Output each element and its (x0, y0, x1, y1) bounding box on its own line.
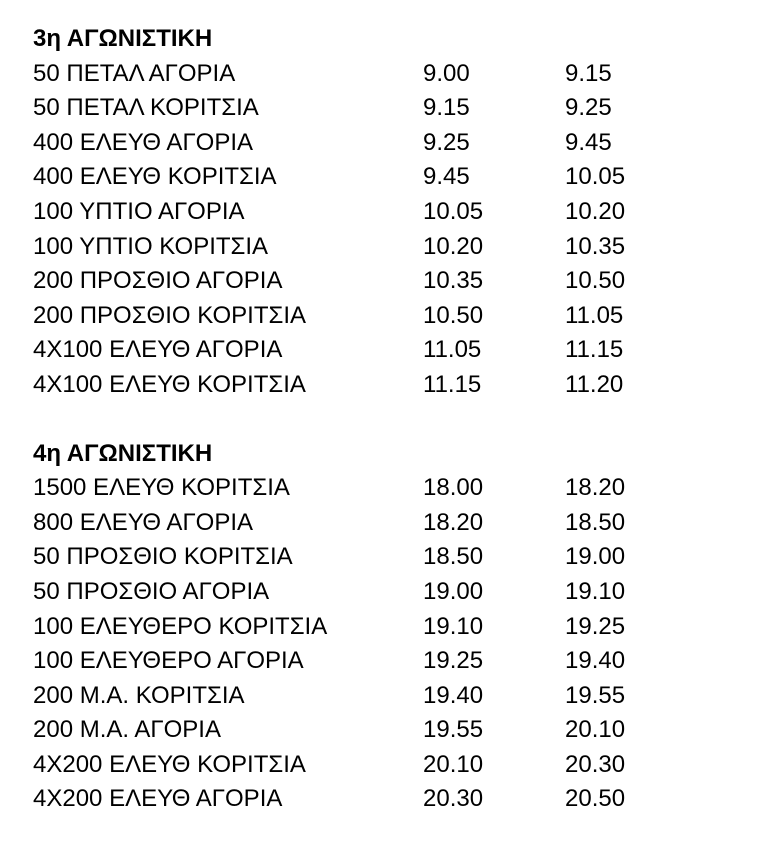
schedule-row (33, 471, 753, 506)
end-time: 11.05 (565, 301, 624, 329)
schedule-row (33, 91, 753, 126)
start-time: 11.15 (423, 370, 482, 398)
schedule-row (33, 575, 753, 610)
schedule-row (33, 748, 753, 783)
start-time: 20.10 (423, 750, 484, 778)
start-time: 19.00 (423, 577, 484, 605)
start-time: 10.05 (423, 197, 484, 225)
start-time: 11.05 (423, 336, 482, 364)
end-time: 19.40 (565, 647, 626, 675)
start-time: 9.25 (423, 128, 470, 156)
start-time: 20.30 (423, 785, 484, 813)
start-time: 9.45 (423, 163, 470, 191)
start-time: 19.10 (423, 612, 484, 640)
event-name: 50 ΠΡΟΣΘΙΟ ΑΓΟΡΙΑ (33, 577, 270, 605)
event-name: 4Χ100 ΕΛΕΥΘ ΚΟΡΙΤΣΙΑ (33, 370, 306, 398)
schedule-row (33, 195, 753, 230)
event-name: 100 ΥΠΤΙΟ ΑΓΟΡΙΑ (33, 197, 245, 225)
start-time: 9.15 (423, 94, 470, 122)
event-name: 200 Μ.Α. ΑΓΟΡΙΑ (33, 716, 221, 744)
schedule-row (33, 230, 753, 265)
schedule-row (33, 679, 753, 714)
schedule-row (33, 126, 753, 161)
end-time: 11.15 (565, 336, 624, 364)
event-name: 1500 ΕΛΕΥΘ ΚΟΡΙΤΣΙΑ (33, 474, 290, 502)
end-time: 19.55 (565, 681, 626, 709)
section-title: 3η ΑΓΩΝΙΣΤΙΚΗ (33, 25, 213, 52)
end-time: 9.25 (565, 94, 612, 122)
event-name: 200 Μ.Α. ΚΟΡΙΤΣΙΑ (33, 681, 245, 709)
end-time: 9.15 (565, 59, 612, 87)
event-name: 50 ΠΕΤΑΛ ΑΓΟΡΙΑ (33, 59, 236, 87)
schedule-row (33, 160, 753, 195)
event-name: 4Χ100 ΕΛΕΥΘ ΑΓΟΡΙΑ (33, 336, 283, 364)
start-time: 18.50 (423, 543, 484, 571)
schedule-row (33, 540, 753, 575)
schedule-row (33, 264, 753, 299)
schedule-row (33, 782, 753, 817)
end-time: 18.20 (565, 474, 626, 502)
schedule-row (33, 610, 753, 645)
schedule-row (33, 57, 753, 92)
session-4-section (33, 437, 753, 818)
end-time: 10.05 (565, 163, 626, 191)
session-3-rows (33, 57, 753, 403)
event-name: 100 ΥΠΤΙΟ ΚΟΡΙΤΣΙΑ (33, 232, 269, 260)
session-3-section (33, 22, 753, 403)
schedule-row (33, 713, 753, 748)
end-time: 20.10 (565, 716, 626, 744)
event-name: 50 ΠΕΤΑΛ ΚΟΡΙΤΣΙΑ (33, 94, 259, 122)
end-time: 19.00 (565, 543, 626, 571)
event-name: 100 ΕΛΕΥΘΕΡΟ ΑΓΟΡΙΑ (33, 647, 304, 675)
schedule-row (33, 333, 753, 368)
schedule-document (33, 22, 753, 817)
event-name: 200 ΠΡΟΣΘΙΟ ΑΓΟΡΙΑ (33, 267, 283, 295)
end-time: 9.45 (565, 128, 612, 156)
start-time: 10.20 (423, 232, 484, 260)
end-time: 18.50 (565, 508, 626, 536)
end-time: 19.25 (565, 612, 626, 640)
end-time: 20.50 (565, 785, 626, 813)
schedule-row (33, 368, 753, 403)
end-time: 20.30 (565, 750, 626, 778)
schedule-row (33, 644, 753, 679)
end-time: 10.20 (565, 197, 626, 225)
end-time: 10.35 (565, 232, 626, 260)
section-title: 4η ΑΓΩΝΙΣΤΙΚΗ (33, 439, 213, 467)
event-name: 400 ΕΛΕΥΘ ΚΟΡΙΤΣΙΑ (33, 163, 277, 191)
event-name: 100 ΕΛΕΥΘΕΡΟ ΚΟΡΙΤΣΙΑ (33, 612, 328, 640)
end-time: 19.10 (565, 577, 626, 605)
event-name: 50 ΠΡΟΣΘΙΟ ΚΟΡΙΤΣΙΑ (33, 543, 293, 571)
start-time: 9.00 (423, 59, 470, 87)
start-time: 19.25 (423, 647, 484, 675)
event-name: 800 ΕΛΕΥΘ ΑΓΟΡΙΑ (33, 508, 254, 536)
end-time: 10.50 (565, 267, 626, 295)
schedule-row (33, 506, 753, 541)
event-name: 4Χ200 ΕΛΕΥΘ ΚΟΡΙΤΣΙΑ (33, 750, 306, 778)
start-time: 19.40 (423, 681, 484, 709)
event-name: 200 ΠΡΟΣΘΙΟ ΚΟΡΙΤΣΙΑ (33, 301, 307, 329)
start-time: 19.55 (423, 716, 484, 744)
start-time: 10.35 (423, 267, 484, 295)
end-time: 11.20 (565, 370, 624, 398)
session-4-rows (33, 471, 753, 817)
start-time: 18.00 (423, 474, 484, 502)
event-name: 400 ΕΛΕΥΘ ΑΓΟΡΙΑ (33, 128, 254, 156)
start-time: 18.20 (423, 508, 484, 536)
event-name: 4Χ200 ΕΛΕΥΘ ΑΓΟΡΙΑ (33, 785, 283, 813)
schedule-row (33, 299, 753, 334)
start-time: 10.50 (423, 301, 484, 329)
